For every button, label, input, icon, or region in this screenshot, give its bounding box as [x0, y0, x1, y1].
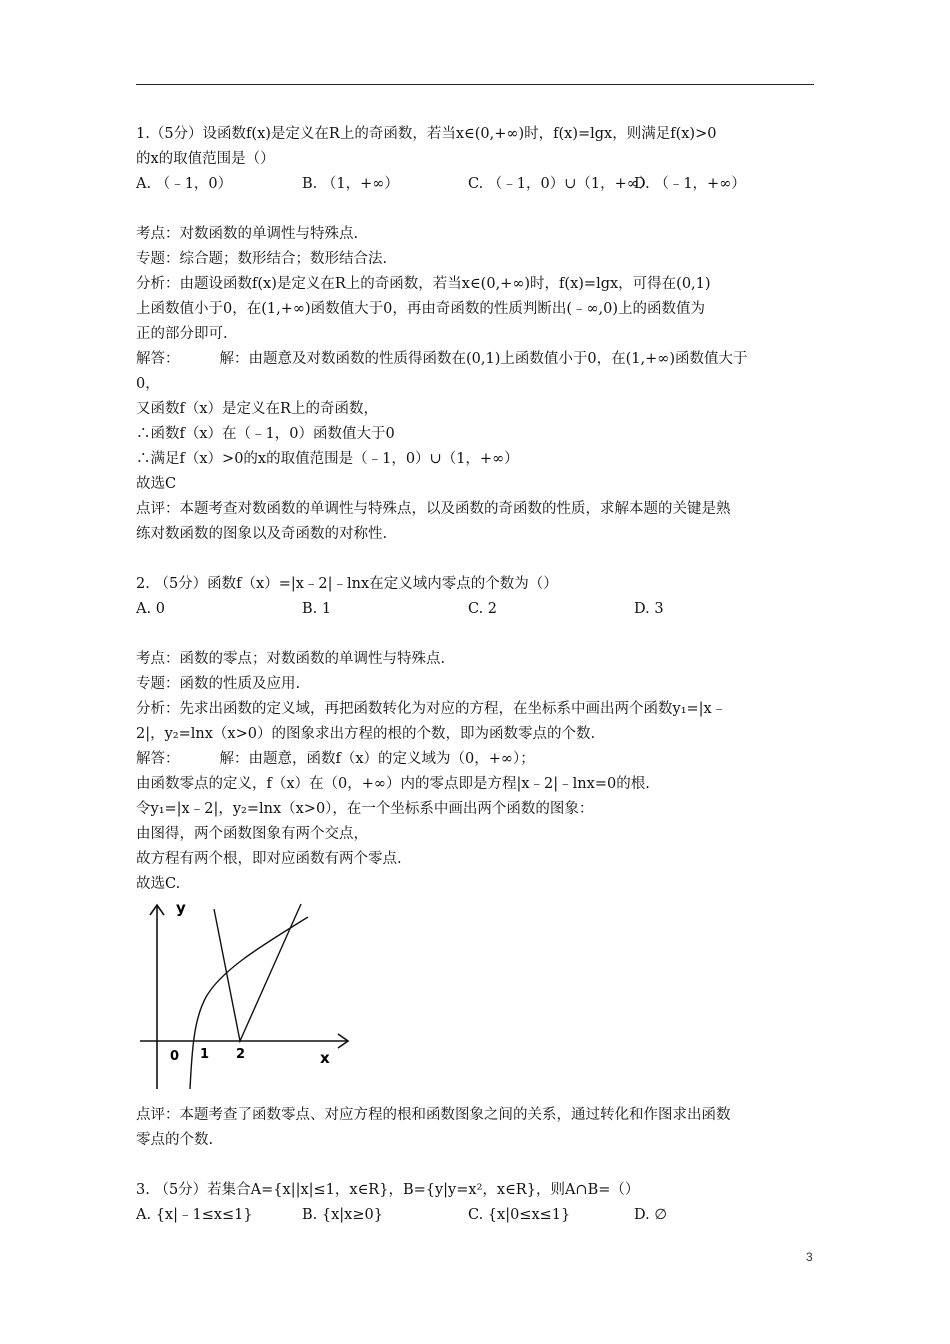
q1-fenxi-3: 正的部分即可. [136, 326, 228, 342]
q2-fenxi-1: 分析：先求出函数的定义域，再把函数转化为对应的方程，在坐标系中画出两个函数y₁=|x﹣ [136, 701, 727, 717]
q3-stem: 3. （5分）若集合A={x||x|≤1，x∈R}，B={y|y=x²，x∈R}，则A∩B=（） [136, 1182, 640, 1198]
q1-jieda-2: 0， [136, 376, 160, 392]
q1-fenxi-2: 上函数值小于0，在(1,+∞)函数值大于0，再由奇函数的性质判断出(﹣∞,0)上的函数值为 [136, 301, 706, 317]
q2-jieda-5: 故方程有两个根，即对应函数有两个零点. [136, 851, 402, 867]
q1-jieda-label: 解答： [136, 351, 180, 367]
q1-jieda-1 [136, 347, 816, 372]
q1-kaodian: 考点：对数函数的单调性与特殊点. [136, 226, 359, 242]
q1-jieda-4: ∴函数f（x）在（﹣1，0）函数值大于0 [136, 426, 395, 442]
q3-choices [136, 1203, 816, 1228]
q2-jieda-2: 由函数零点的定义，f（x）在（0，+∞）内的零点即是方程|x﹣2|﹣lnx=0的根. [136, 776, 650, 792]
q2-jieda-4: 由图得，两个函数图象有两个交点， [136, 826, 368, 842]
lnx-curve [190, 917, 308, 1089]
q2-jieda-1 [136, 747, 816, 772]
q2-jieda-3: 令y₁=|x﹣2|，y₂=lnx（x>0），在一个坐标系中画出两个函数的图象： [136, 801, 594, 817]
q1-stem-line2: 的x的取值范围是（） [136, 151, 275, 167]
q1-zhuanti: 专题：综合题；数形结合；数形结合法. [136, 251, 388, 267]
q3-choice-c: C. {x|0≤x≤1} [468, 1207, 571, 1223]
q2-jieda-text: 解：由题意，函数f（x）的定义域为（0，+∞）； [219, 751, 535, 767]
q2-zhuanti: 专题：函数的性质及应用. [136, 676, 301, 692]
page-content [136, 122, 816, 1228]
x-axis-label: x [320, 1049, 330, 1067]
q2-kaodian: 考点：函数的零点；对数函数的单调性与特殊点. [136, 651, 446, 667]
q1-choice-a: A. （﹣1，0） [136, 176, 233, 192]
q2-jieda-6: 故选C. [136, 876, 181, 892]
q1-stem-line1: 1.（5分）设函数f(x)是定义在R上的奇函数，若当x∈(0,+∞)时，f(x)=lgx，则满足f(x)>0 [136, 126, 717, 142]
q3-choice-b: B. {x|x≥0} [302, 1207, 383, 1223]
q2-dianping-2: 零点的个数. [136, 1132, 214, 1148]
origin-label: 0 [170, 1049, 180, 1064]
abs-curve [214, 904, 301, 1041]
q1-dianping-1: 点评：本题考查对数函数的单调性与特殊点，以及函数的奇函数的性质，求解本题的关键是熟 [136, 501, 731, 517]
q1-jieda-text: 解：由题意及对数函数的性质得函数在(0,1)上函数值小于0，在(1,+∞)函数值大于 [219, 351, 748, 367]
q2-jieda-label: 解答： [136, 751, 180, 767]
q2-fenxi-2: 2|，y₂=lnx（x>0）的图象求出方程的根的个数，即为函数零点的个数. [136, 726, 596, 742]
q2-dianping-1: 点评：本题考查了函数零点、对应方程的根和函数图象之间的关系，通过转化和作图求出函数 [136, 1107, 731, 1123]
q2-graph-svg [136, 899, 356, 1095]
q1-fenxi-1: 分析：由题设函数f(x)是定义在R上的奇函数，若当x∈(0,+∞)时，f(x)=lgx，可得在(0,1) [136, 276, 711, 292]
page-number: 3 [806, 1250, 813, 1264]
tick-label-2: 2 [236, 1047, 246, 1062]
q2-choice-a: A. 0 [136, 601, 165, 617]
q3-choice-d: D. ∅ [634, 1207, 667, 1223]
y-axis-label: y [176, 899, 186, 917]
q1-choice-d: D. （﹣1，+∞） [634, 176, 746, 192]
q2-choice-d: D. 3 [634, 601, 664, 617]
q1-choices [136, 172, 816, 197]
header-rule [136, 84, 814, 85]
q3-choice-a: A. {x|﹣1≤x≤1} [136, 1207, 253, 1223]
q2-choices [136, 597, 816, 622]
q2-choice-c: C. 2 [468, 601, 498, 617]
q2-stem: 2. （5分）函数f（x）=|x﹣2|﹣lnx在定义域内零点的个数为（） [136, 576, 558, 592]
q1-dianping-2: 练对数函数的图象以及奇函数的对称性. [136, 526, 388, 542]
q2-choice-b: B. 1 [302, 601, 332, 617]
q1-choice-b: B. （1，+∞） [302, 176, 399, 192]
tick-label-1: 1 [200, 1047, 210, 1062]
q1-jieda-5: ∴满足f（x）>0的x的取值范围是（﹣1，0）∪（1，+∞） [136, 451, 519, 467]
q1-choice-c: C. （﹣1，0）∪（1，+∞） [468, 176, 654, 192]
q2-graph-figure [136, 899, 356, 1095]
q1-jieda-3: 又函数f（x）是定义在R上的奇函数， [136, 401, 378, 417]
q1-jieda-6: 故选C [136, 476, 177, 492]
